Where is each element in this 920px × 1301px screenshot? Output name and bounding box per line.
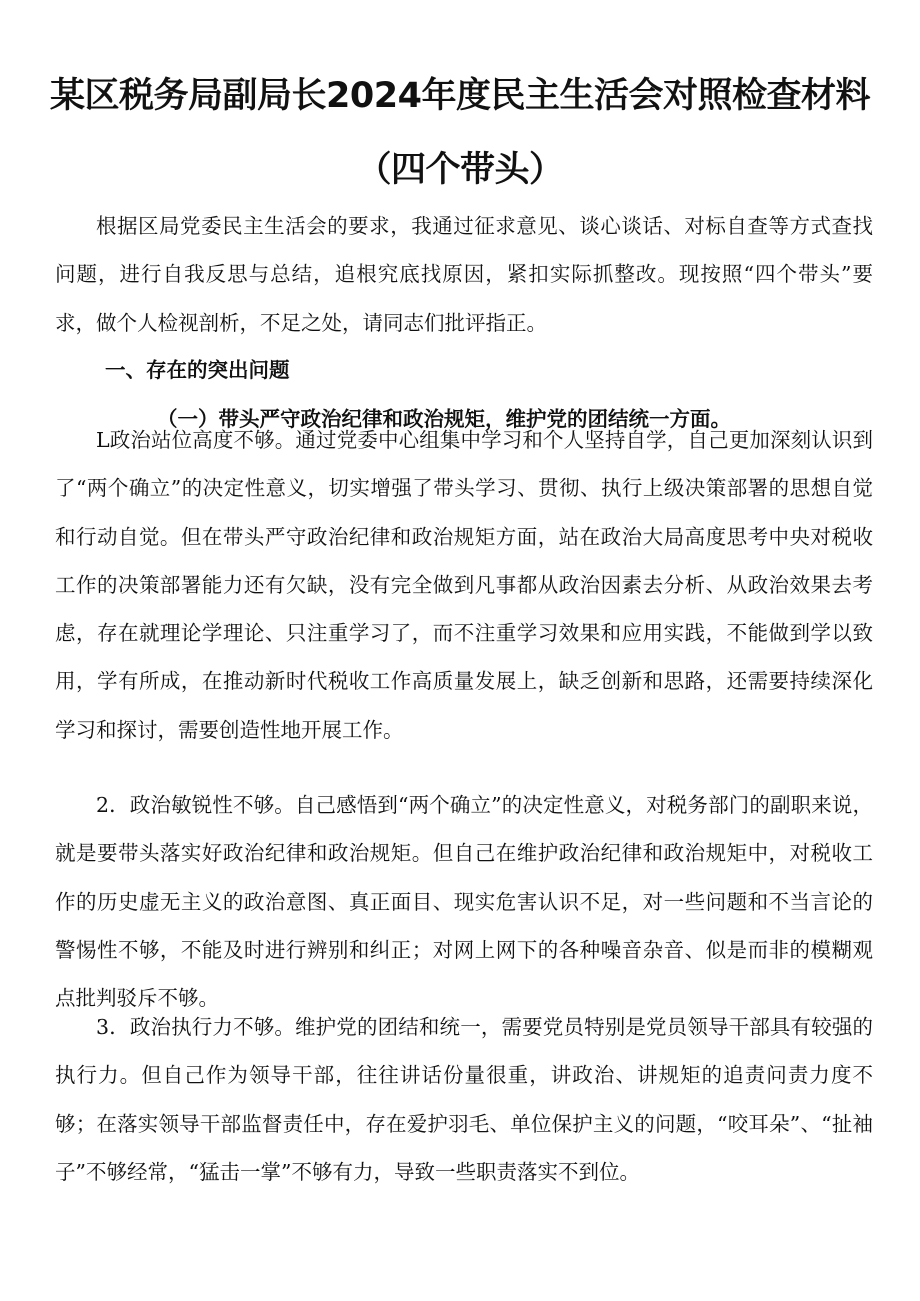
point-2-paragraph: 2．政治敏锐性不够。自己感悟到“两个确立”的决定性意义，对税务部门的副职来说，就是要带头落实好政治纪律和政治规矩。但自己在维护政治纪律和政治规矩中，对税收工作的历史虚无主义的政治意图、真正面目、现实危害认识不足，对一些问题和不当言论的警惕性不够，不能及时进行辨别和纠正；对网上网下的各种噪音杂音、似是而非的模糊观点批判驳斥不够。	[55, 793, 873, 1011]
point-3-paragraph: 3．政治执行力不够。维护党的团结和统一，需要党员特别是党员领导干部具有较强的执行力。但自己作为领导干部，往往讲话份量很重，讲政治、讲规矩的追责问责力度不够；在落实领导干部监督责任中，存在爱护羽毛、单位保护主义的问题，“咬耳朵”、“扯袖子”不够经常，“猛击一掌”不够有力，导致一些职责落实不到位。	[55, 1015, 873, 1184]
document-title: 某区税务局副局长2024年度民主生活会对照检查材料	[50, 76, 870, 116]
subsection-heading: （一）带头严守政治纪律和政治规矩，维护党的团结统一方面。	[157, 407, 731, 431]
section-heading: 一、存在的突出问题	[105, 358, 290, 382]
intro-paragraph: 根据区局党委民主生活会的要求，我通过征求意见、谈心谈话、对标自查等方式查找问题，进行自我反思与总结，追根究底找原因，紧扣实际抓整改。现按照“四个带头”要求，做个人检视剖析，不足之处，请同志们批评指正。	[55, 214, 873, 335]
document-subtitle: （四个带头）	[356, 150, 564, 190]
point-1-paragraph: L政治站位高度不够。通过党委中心组集中学习和个人坚持自学，自己更加深刻认识到了“两个确立”的决定性意义，切实增强了带头学习、贯彻、执行上级决策部署的思想自觉和行动自觉。但在带头严守政治纪律和政治规矩方面，站在政治大局高度思考中央对税收工作的决策部署能力还有欠缺，没有完全做到凡事都从政治因素去分析、从政治效果去考虑，存在就理论学理论、只注重学习了，而不注重学习效果和应用实践，不能做到学以致用，学有所成，在推动新时代税收工作高质量发展上，缺乏创新和思路，还需要持续深化学习和探讨，需要创造性地开展工作。	[55, 428, 873, 742]
